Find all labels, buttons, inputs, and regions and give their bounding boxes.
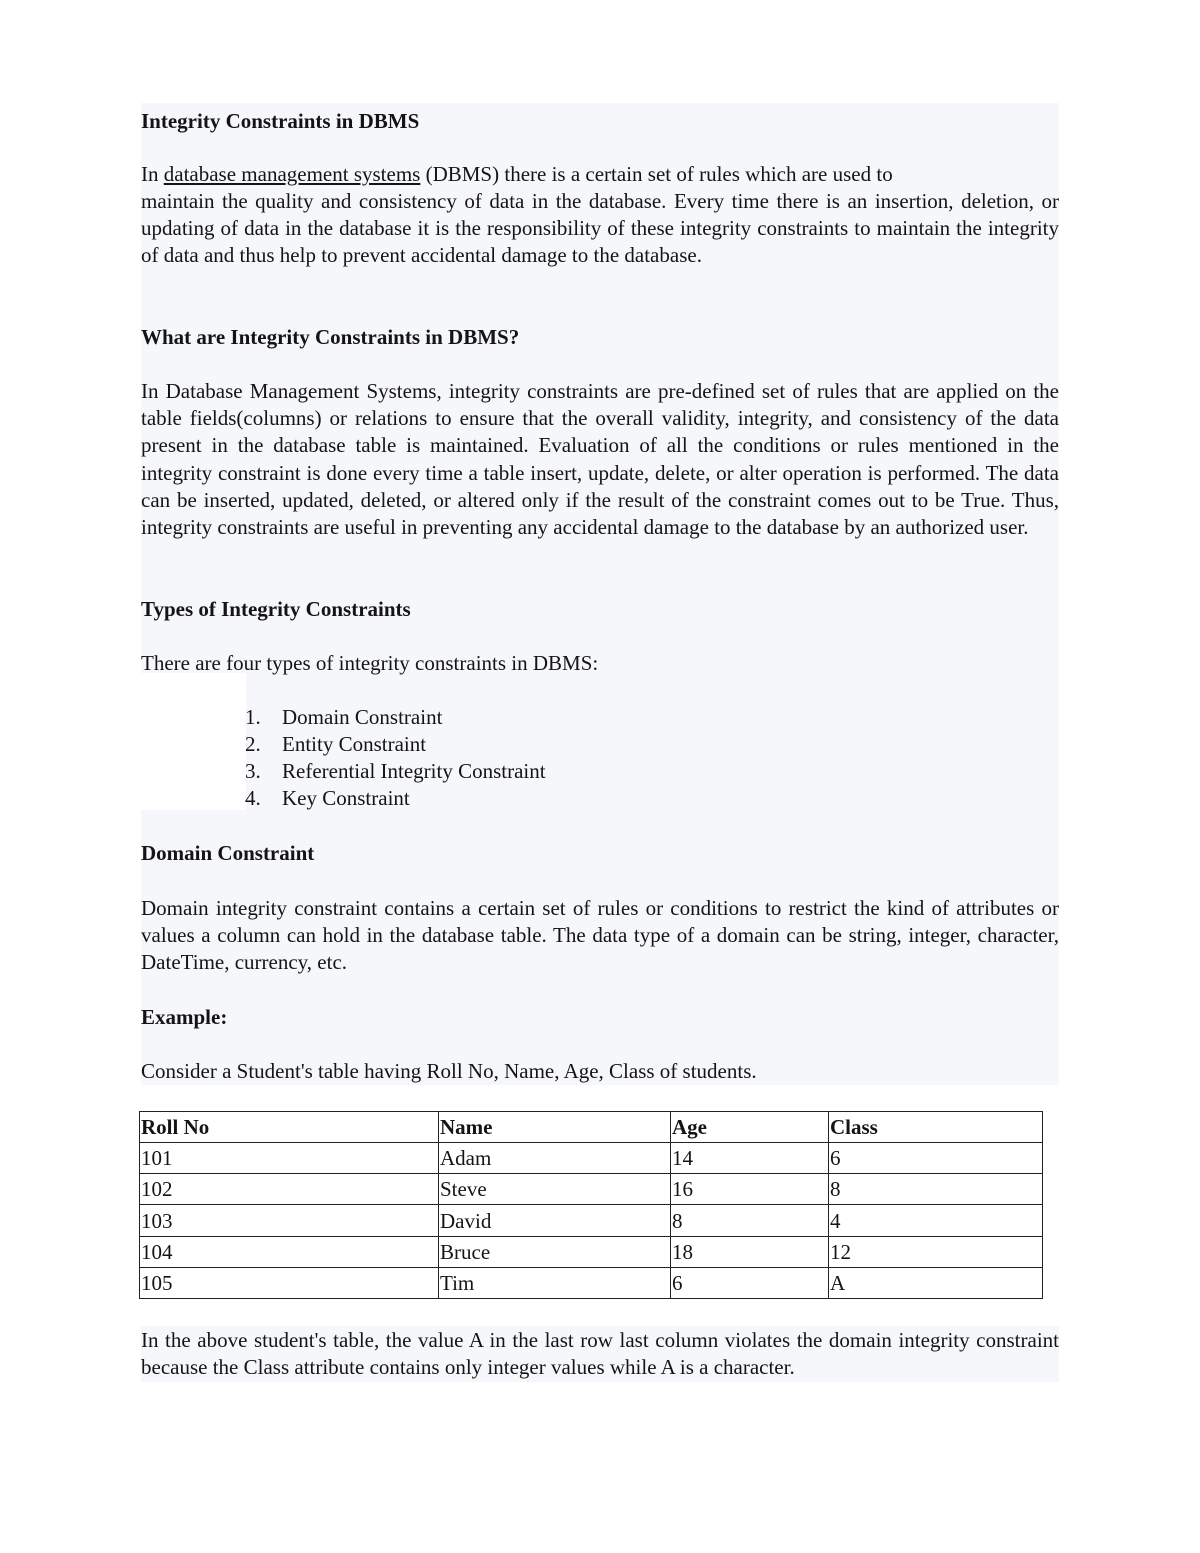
example-heading: Example:: [141, 1005, 228, 1029]
types-list: [245, 704, 546, 812]
cell: 12: [829, 1236, 1043, 1267]
cell: 8: [671, 1205, 829, 1236]
header-age: Age: [671, 1112, 829, 1143]
list-item: 4. Key Constraint: [245, 786, 410, 810]
cell: 16: [671, 1174, 829, 1205]
intro-line1-rest: (DBMS) there is a certain set of rules which are used to: [420, 162, 893, 186]
what-paragraph: In Database Management Systems, integrity constraints are pre-defined set of rules that are applied on the table fields(columns) or relations to ensure that the overall validity, integrity, and consistency of the data present in the database table is maintained. Evaluation of all the conditions or rules mentioned in the integrity constraint is done every time a table insert, update, delete, or alter operation is performed. The data can be inserted, updated, deleted, or altered only if the result of the constraint comes out to be True. Thus, integrity constraints are useful in preventing any accidental damage to the database by an authorized user.: [141, 379, 1059, 540]
intro-rest: maintain the quality and consistency of data in the database. Every time there is an insertion, deletion, or updating of data in the database it is the responsibility of these integrity constraints to maintain the integrity of data and thus help to prevent accidental damage to the database.: [141, 189, 1059, 268]
cell: Steve: [439, 1174, 671, 1205]
page-title: Integrity Constraints in DBMS: [141, 109, 420, 133]
types-heading: Types of Integrity Constraints: [141, 597, 411, 621]
cell: 105: [140, 1267, 439, 1298]
cell: 101: [140, 1143, 439, 1174]
dbms-link[interactable]: database management systems: [163, 162, 421, 186]
cell: A: [829, 1267, 1043, 1298]
table-header-row: [140, 1112, 1043, 1143]
table-row: [140, 1174, 1043, 1205]
cell: David: [439, 1205, 671, 1236]
cell: Tim: [439, 1267, 671, 1298]
list-item: 1. Domain Constraint: [245, 705, 443, 729]
domain-paragraph: Domain integrity constraint contains a certain set of rules or conditions to restrict the kind of attributes or values a column can hold in the database table. The data type of a domain can be string, integer, character, DateTime, currency, etc.: [141, 896, 1059, 975]
table-row: [140, 1143, 1043, 1174]
cell: 8: [829, 1174, 1043, 1205]
cell: 6: [829, 1143, 1043, 1174]
list-item: 2. Entity Constraint: [245, 732, 427, 756]
student-table: [139, 1111, 1043, 1299]
types-intro: There are four types of integrity constraints in DBMS:: [141, 651, 599, 675]
cell: 6: [671, 1267, 829, 1298]
list-item: 3. Referential Integrity Constraint: [245, 759, 546, 783]
cell: Adam: [439, 1143, 671, 1174]
table-row: [140, 1267, 1043, 1298]
cell: 103: [140, 1205, 439, 1236]
domain-heading: Domain Constraint: [141, 841, 315, 865]
cell: 104: [140, 1236, 439, 1267]
header-roll-no: Roll No: [140, 1112, 439, 1143]
example-intro: Consider a Student's table having Roll No, Name, Age, Class of students.: [141, 1059, 757, 1083]
header-name: Name: [439, 1112, 671, 1143]
header-class: Class: [829, 1112, 1043, 1143]
cell: Bruce: [439, 1236, 671, 1267]
cell: 14: [671, 1143, 829, 1174]
closing-paragraph: In the above student's table, the value A in the last row last column violates the domain integrity constraint because the Class attribute contains only integer values while A is a character.: [141, 1328, 1059, 1380]
table-row: [140, 1236, 1043, 1267]
intro-prefix: In: [141, 162, 164, 186]
cell: 102: [140, 1174, 439, 1205]
cell: 4: [829, 1205, 1043, 1236]
table-row: [140, 1205, 1043, 1236]
cell: 18: [671, 1236, 829, 1267]
what-heading: What are Integrity Constraints in DBMS?: [141, 325, 520, 349]
intro-paragraph: [141, 161, 1059, 270]
